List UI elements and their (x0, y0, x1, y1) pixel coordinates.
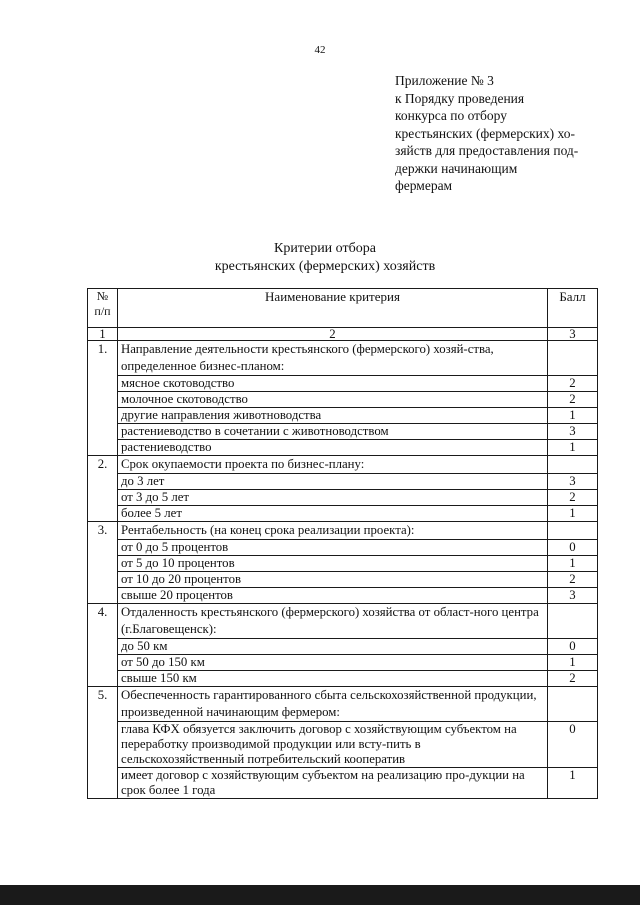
criterion-row (88, 456, 598, 474)
criterion-score-empty (548, 341, 598, 376)
criterion-number: 1. (88, 341, 118, 456)
option-score: 2 (548, 376, 598, 392)
option-label: более 5 лет (118, 506, 548, 522)
criterion-row (88, 341, 598, 376)
option-row (88, 588, 598, 604)
option-score: 2 (548, 490, 598, 506)
criterion-title: Обеспеченность гарантированного сбыта сельскохозяйственной продукции, произведенной начинающим фермером: (118, 687, 548, 722)
option-label: растениеводство (118, 440, 548, 456)
appendix-line: держки начинающим (395, 160, 518, 176)
column-number: 3 (548, 328, 598, 341)
option-score: 0 (548, 639, 598, 655)
option-row (88, 671, 598, 687)
criterion-title: Срок окупаемости проекта по бизнес-плану: (118, 456, 548, 474)
option-row (88, 440, 598, 456)
option-score: 3 (548, 474, 598, 490)
option-score: 1 (548, 506, 598, 522)
option-score: 3 (548, 588, 598, 604)
document-title (0, 240, 640, 276)
option-score: 1 (548, 440, 598, 456)
option-row (88, 540, 598, 556)
option-row (88, 506, 598, 522)
option-label: мясное скотоводство (118, 376, 548, 392)
option-label: от 10 до 20 процентов (118, 572, 548, 588)
scan-edge (0, 885, 640, 905)
criterion-title: Рентабельность (на конец срока реализации проекта): (118, 522, 548, 540)
column-number: 1 (88, 328, 118, 341)
criterion-score-empty (548, 522, 598, 540)
title-line: Критерии отбора (274, 241, 376, 256)
option-score: 1 (548, 556, 598, 572)
title-line: крестьянских (фермерских) хозяйств (214, 259, 436, 274)
table-header-row (88, 289, 598, 328)
criterion-number: 3. (88, 522, 118, 604)
option-row (88, 408, 598, 424)
option-row (88, 556, 598, 572)
criteria-table (87, 288, 598, 799)
option-label: от 0 до 5 процентов (118, 540, 548, 556)
option-row (88, 490, 598, 506)
option-row (88, 392, 598, 408)
appendix-line: фермерам (395, 178, 453, 193)
option-label: свыше 20 процентов (118, 588, 548, 604)
criterion-row (88, 522, 598, 540)
appendix-header (395, 72, 583, 195)
option-row (88, 768, 598, 799)
option-score: 1 (548, 408, 598, 424)
criterion-score-empty (548, 456, 598, 474)
option-score: 2 (548, 671, 598, 687)
criterion-number: 4. (88, 604, 118, 687)
option-label: от 50 до 150 км (118, 655, 548, 671)
option-label: другие направления животноводства (118, 408, 548, 424)
header-name: Наименование критерия (118, 289, 548, 328)
criterion-score-empty (548, 687, 598, 722)
option-score: 2 (548, 572, 598, 588)
column-number: 2 (118, 328, 548, 341)
option-score: 1 (548, 768, 598, 799)
option-label: до 50 км (118, 639, 548, 655)
criterion-number: 5. (88, 687, 118, 799)
option-row (88, 376, 598, 392)
option-label: свыше 150 км (118, 671, 548, 687)
header-num: № п/п (88, 289, 118, 328)
header-score: Балл (548, 289, 598, 328)
column-numbering-row (88, 328, 598, 341)
option-label: глава КФХ обязуется заключить договор с хозяйствующим субъектом на переработку производимой продукции или всту-пить в сельскохозяйственный потребительский кооператив (118, 722, 548, 768)
option-label: от 3 до 5 лет (118, 490, 548, 506)
appendix-line: крестьянских (фермерских) хо- (395, 125, 575, 141)
criterion-row (88, 687, 598, 722)
criterion-title: Направление деятельности крестьянского (фермерского) хозяй-ства, определенное бизнес-планом: (118, 341, 548, 376)
criterion-title: Отдаленность крестьянского (фермерского) хозяйства от област-ного центра (г.Благовещенск): (118, 604, 548, 639)
option-score: 0 (548, 722, 598, 768)
criterion-number: 2. (88, 456, 118, 522)
option-score: 2 (548, 392, 598, 408)
option-score: 1 (548, 655, 598, 671)
option-row (88, 722, 598, 768)
criterion-row (88, 604, 598, 639)
option-row (88, 639, 598, 655)
option-label: молочное скотоводство (118, 392, 548, 408)
appendix-line: зяйств для предоставления под- (395, 143, 579, 158)
option-row (88, 655, 598, 671)
option-label: до 3 лет (118, 474, 548, 490)
option-label: от 5 до 10 процентов (118, 556, 548, 572)
option-label: имеет договор с хозяйствующим субъектом на реализацию про-дукции на срок более 1 года (118, 768, 548, 799)
appendix-line: Приложение № 3 (395, 73, 494, 88)
option-score: 0 (548, 540, 598, 556)
option-row (88, 474, 598, 490)
page-number: 42 (314, 44, 326, 56)
option-score: 3 (548, 424, 598, 440)
criteria-body (88, 341, 598, 799)
appendix-line: к Порядку проведения (395, 90, 525, 106)
appendix-line: конкурса по отбору (395, 108, 508, 123)
criterion-score-empty (548, 604, 598, 639)
option-row (88, 424, 598, 440)
option-row (88, 572, 598, 588)
option-label: растениеводство в сочетании с животноводством (118, 424, 548, 440)
